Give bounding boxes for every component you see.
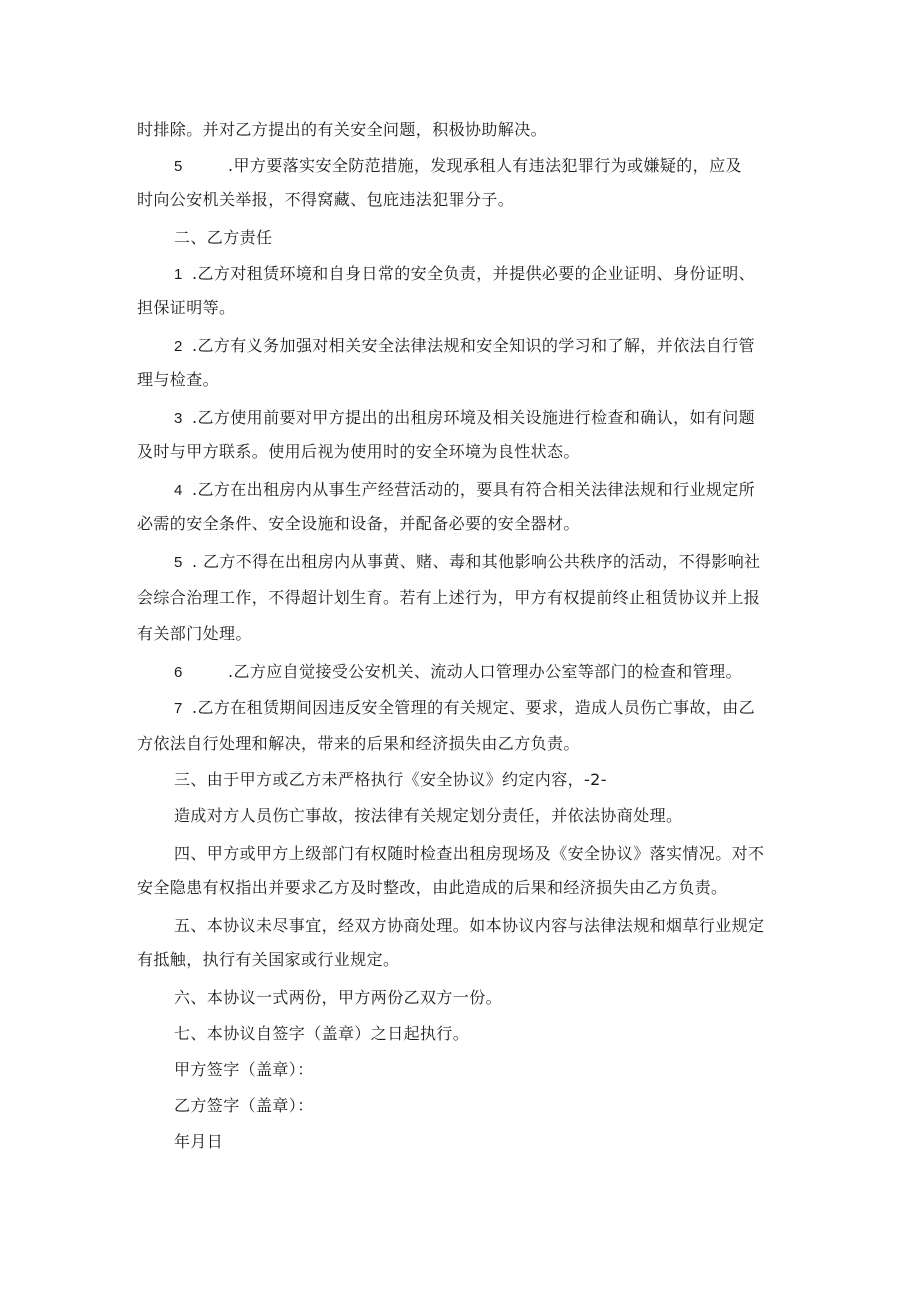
text-line (137, 298, 235, 318)
numbered-item-4 (174, 480, 755, 501)
item-number: 5 (174, 554, 183, 571)
numbered-item-7 (174, 698, 755, 719)
line-text: 方依法自行处理和解决，带来的后果和经济损失由乙方负责。 (137, 734, 580, 753)
line-text: . 乙方不得在出租房内从事黄、赌、毒和其他影响公共秩序的活动，不得影响社 (192, 552, 761, 571)
line-text: 时排除。并对乙方提出的有关安全问题，积极协助解决。 (137, 120, 548, 139)
line-text: 理与检查。 (137, 370, 220, 389)
line-text: .乙方应自觉接受公安机关、流动人口管理办公室等部门的检查和管理。 (228, 662, 742, 681)
numbered-item-6 (174, 662, 742, 683)
date-label (174, 1132, 223, 1152)
item-number: 4 (174, 482, 183, 499)
text-line (137, 442, 580, 462)
text-line (137, 950, 399, 970)
numbered-item-5 (174, 156, 742, 177)
line-text: .乙方在出租房内从事生产经营活动的，要具有符合相关法律法规和行业规定所 (192, 480, 756, 499)
line-text: 年月日 (174, 1132, 224, 1151)
line-text: 甲方签字（盖章）： (174, 1060, 314, 1079)
line-text: 有抵触，执行有关国家或行业规定。 (137, 950, 400, 969)
text-line (137, 734, 580, 754)
numbered-item-2 (174, 336, 755, 357)
line-text: 及时与甲方联系。使用后视为使用时的安全环境为良性状态。 (137, 442, 580, 461)
line-text: 四、甲方或甲方上级部门有权随时检查出租房现场及《安全协议》落实情况。对不 (174, 844, 765, 863)
item-number: 6 (174, 664, 183, 681)
text-line (137, 624, 252, 644)
party-b-signature-label (174, 1096, 314, 1116)
section-heading (174, 228, 272, 248)
line-text: 五、本协议未尽事宜，经双方协商处理。如本协议内容与法律法规和烟草行业规定 (174, 916, 765, 935)
item-number: 1 (174, 266, 183, 283)
line-text: .乙方有义务加强对相关安全法律法规和安全知识的学习和了解，并依法自行管 (192, 336, 756, 355)
line-text: 担保证明等。 (137, 298, 236, 317)
party-a-signature-label (174, 1060, 314, 1080)
item-number: 3 (174, 410, 183, 427)
line-text: 二、乙方责任 (174, 228, 273, 247)
line-text: 安全隐患有权指出并要求乙方及时整改，由此造成的后果和经济损失由乙方负责。 (137, 878, 728, 897)
clause-four (174, 844, 764, 864)
text-line (137, 588, 760, 608)
line-text: .乙方在租赁期间因违反安全管理的有关规定、要求，造成人员伤亡事故，由乙 (192, 698, 756, 717)
clause-three (174, 770, 607, 790)
line-text: .甲方要落实安全防范措施，发现承租人有违法犯罪行为或嫌疑的，应及 (228, 156, 742, 175)
text-line (137, 514, 580, 534)
numbered-item-3 (174, 408, 755, 429)
item-number: 7 (174, 700, 183, 717)
line-text: 时向公安机关举报，不得窝藏、包庇违法犯罪分子。 (137, 190, 515, 209)
line-text: 会综合治理工作，不得超计划生育。若有上述行为，甲方有权提前终止租赁协议并上报 (137, 588, 761, 607)
text-line (137, 120, 547, 140)
line-text: 有关部门处理。 (137, 624, 252, 643)
line-text: 三、由于甲方或乙方未严格执行《安全协议》约定内容，-2- (174, 770, 607, 789)
text-line (174, 806, 682, 826)
line-text: 七、本协议自签字（盖章）之日起执行。 (174, 1024, 470, 1043)
text-line (137, 190, 514, 210)
text-line (137, 878, 727, 898)
clause-five (174, 916, 764, 936)
clause-six (174, 988, 502, 1008)
line-text: 必需的安全条件、安全设施和设备，并配备必要的安全器材。 (137, 514, 580, 533)
line-text: 乙方签字（盖章）： (174, 1096, 314, 1115)
line-text: .乙方使用前要对甲方提出的出租房环境及相关设施进行检查和确认，如有问题 (192, 408, 756, 427)
line-text: 六、本协议一式两份，甲方两份乙双方一份。 (174, 988, 503, 1007)
numbered-item-5b (174, 552, 761, 573)
line-text: .乙方对租赁环境和自身日常的安全负责，并提供必要的企业证明、身份证明、 (192, 264, 756, 283)
line-text: 造成对方人员伤亡事故，按法律有关规定划分责任，并依法协商处理。 (174, 806, 683, 825)
item-number: 5 (174, 158, 183, 175)
text-line (137, 370, 219, 390)
item-number: 2 (174, 338, 183, 355)
numbered-item-1 (174, 264, 755, 285)
clause-seven (174, 1024, 469, 1044)
